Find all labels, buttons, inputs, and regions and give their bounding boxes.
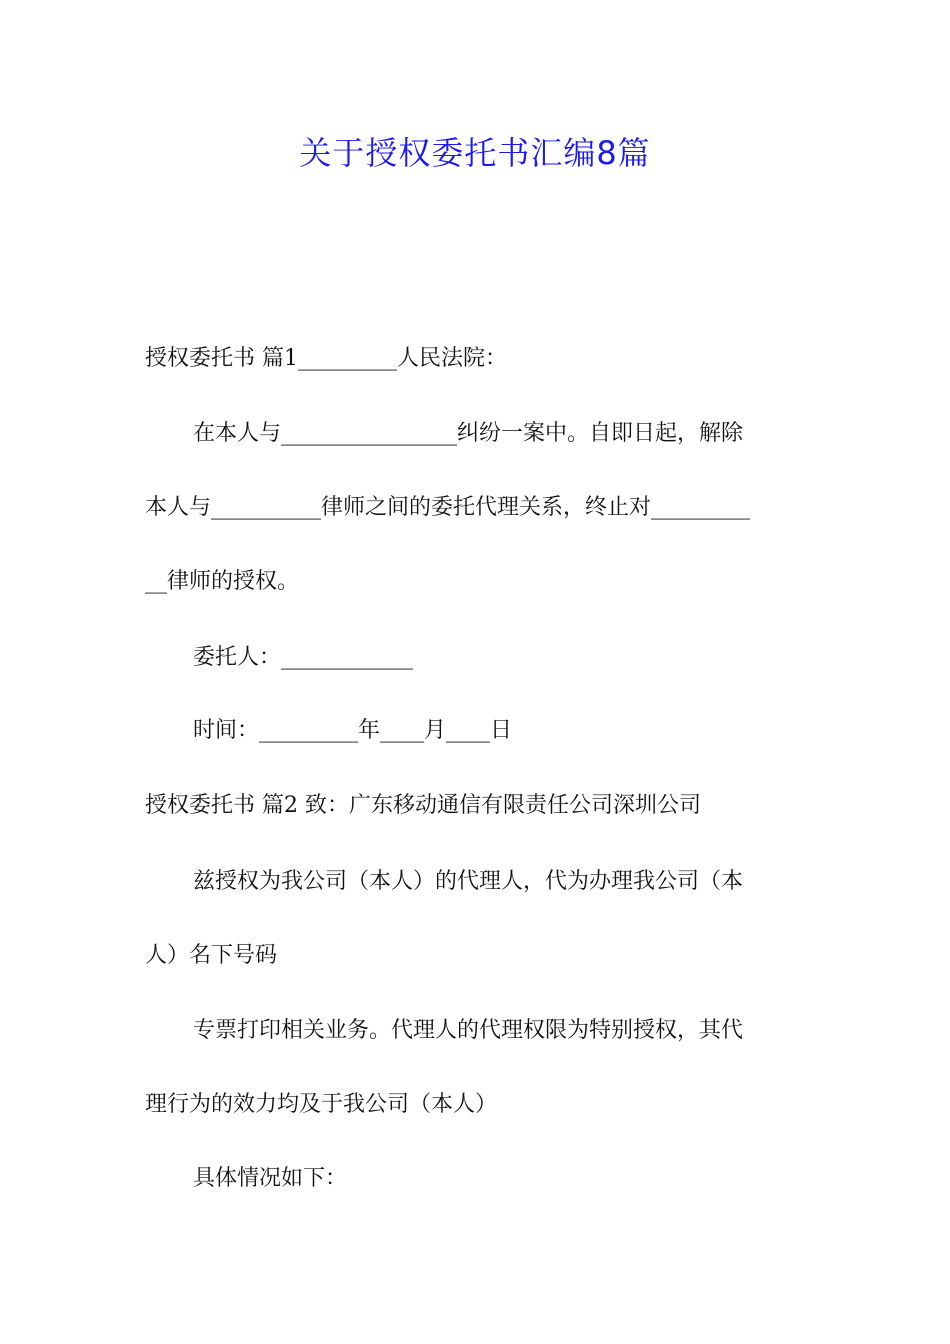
paragraph-line: 具体情况如下：	[193, 1166, 348, 1191]
paragraph-line: 人）名下号码	[145, 943, 278, 968]
document-title: 关于授权委托书汇编8篇	[299, 134, 651, 172]
paragraph-line: __律师的授权。	[145, 569, 300, 594]
paragraph-line: 兹授权为我公司（本人）的代理人，代为办理我公司（本	[193, 869, 744, 894]
principal-line: 委托人：____________	[193, 645, 414, 670]
paragraph-line: 理行为的效力均及于我公司（本人）	[145, 1092, 498, 1117]
paragraph-line: 专票打印相关业务。代理人的代理权限为特别授权，其代	[193, 1018, 744, 1043]
section-1-heading: 授权委托书 篇1_________人民法院：	[145, 346, 507, 371]
paragraph-line: 本人与__________律师之间的委托代理关系，终止对_________	[145, 495, 751, 520]
paragraph-line: 在本人与________________纠纷一案中。自即日起，解除	[193, 421, 744, 446]
section-2-heading: 授权委托书 篇2 致：广东移动通信有限责任公司深圳公司	[145, 793, 701, 818]
date-line: 时间：_________年____月____日	[193, 718, 513, 743]
